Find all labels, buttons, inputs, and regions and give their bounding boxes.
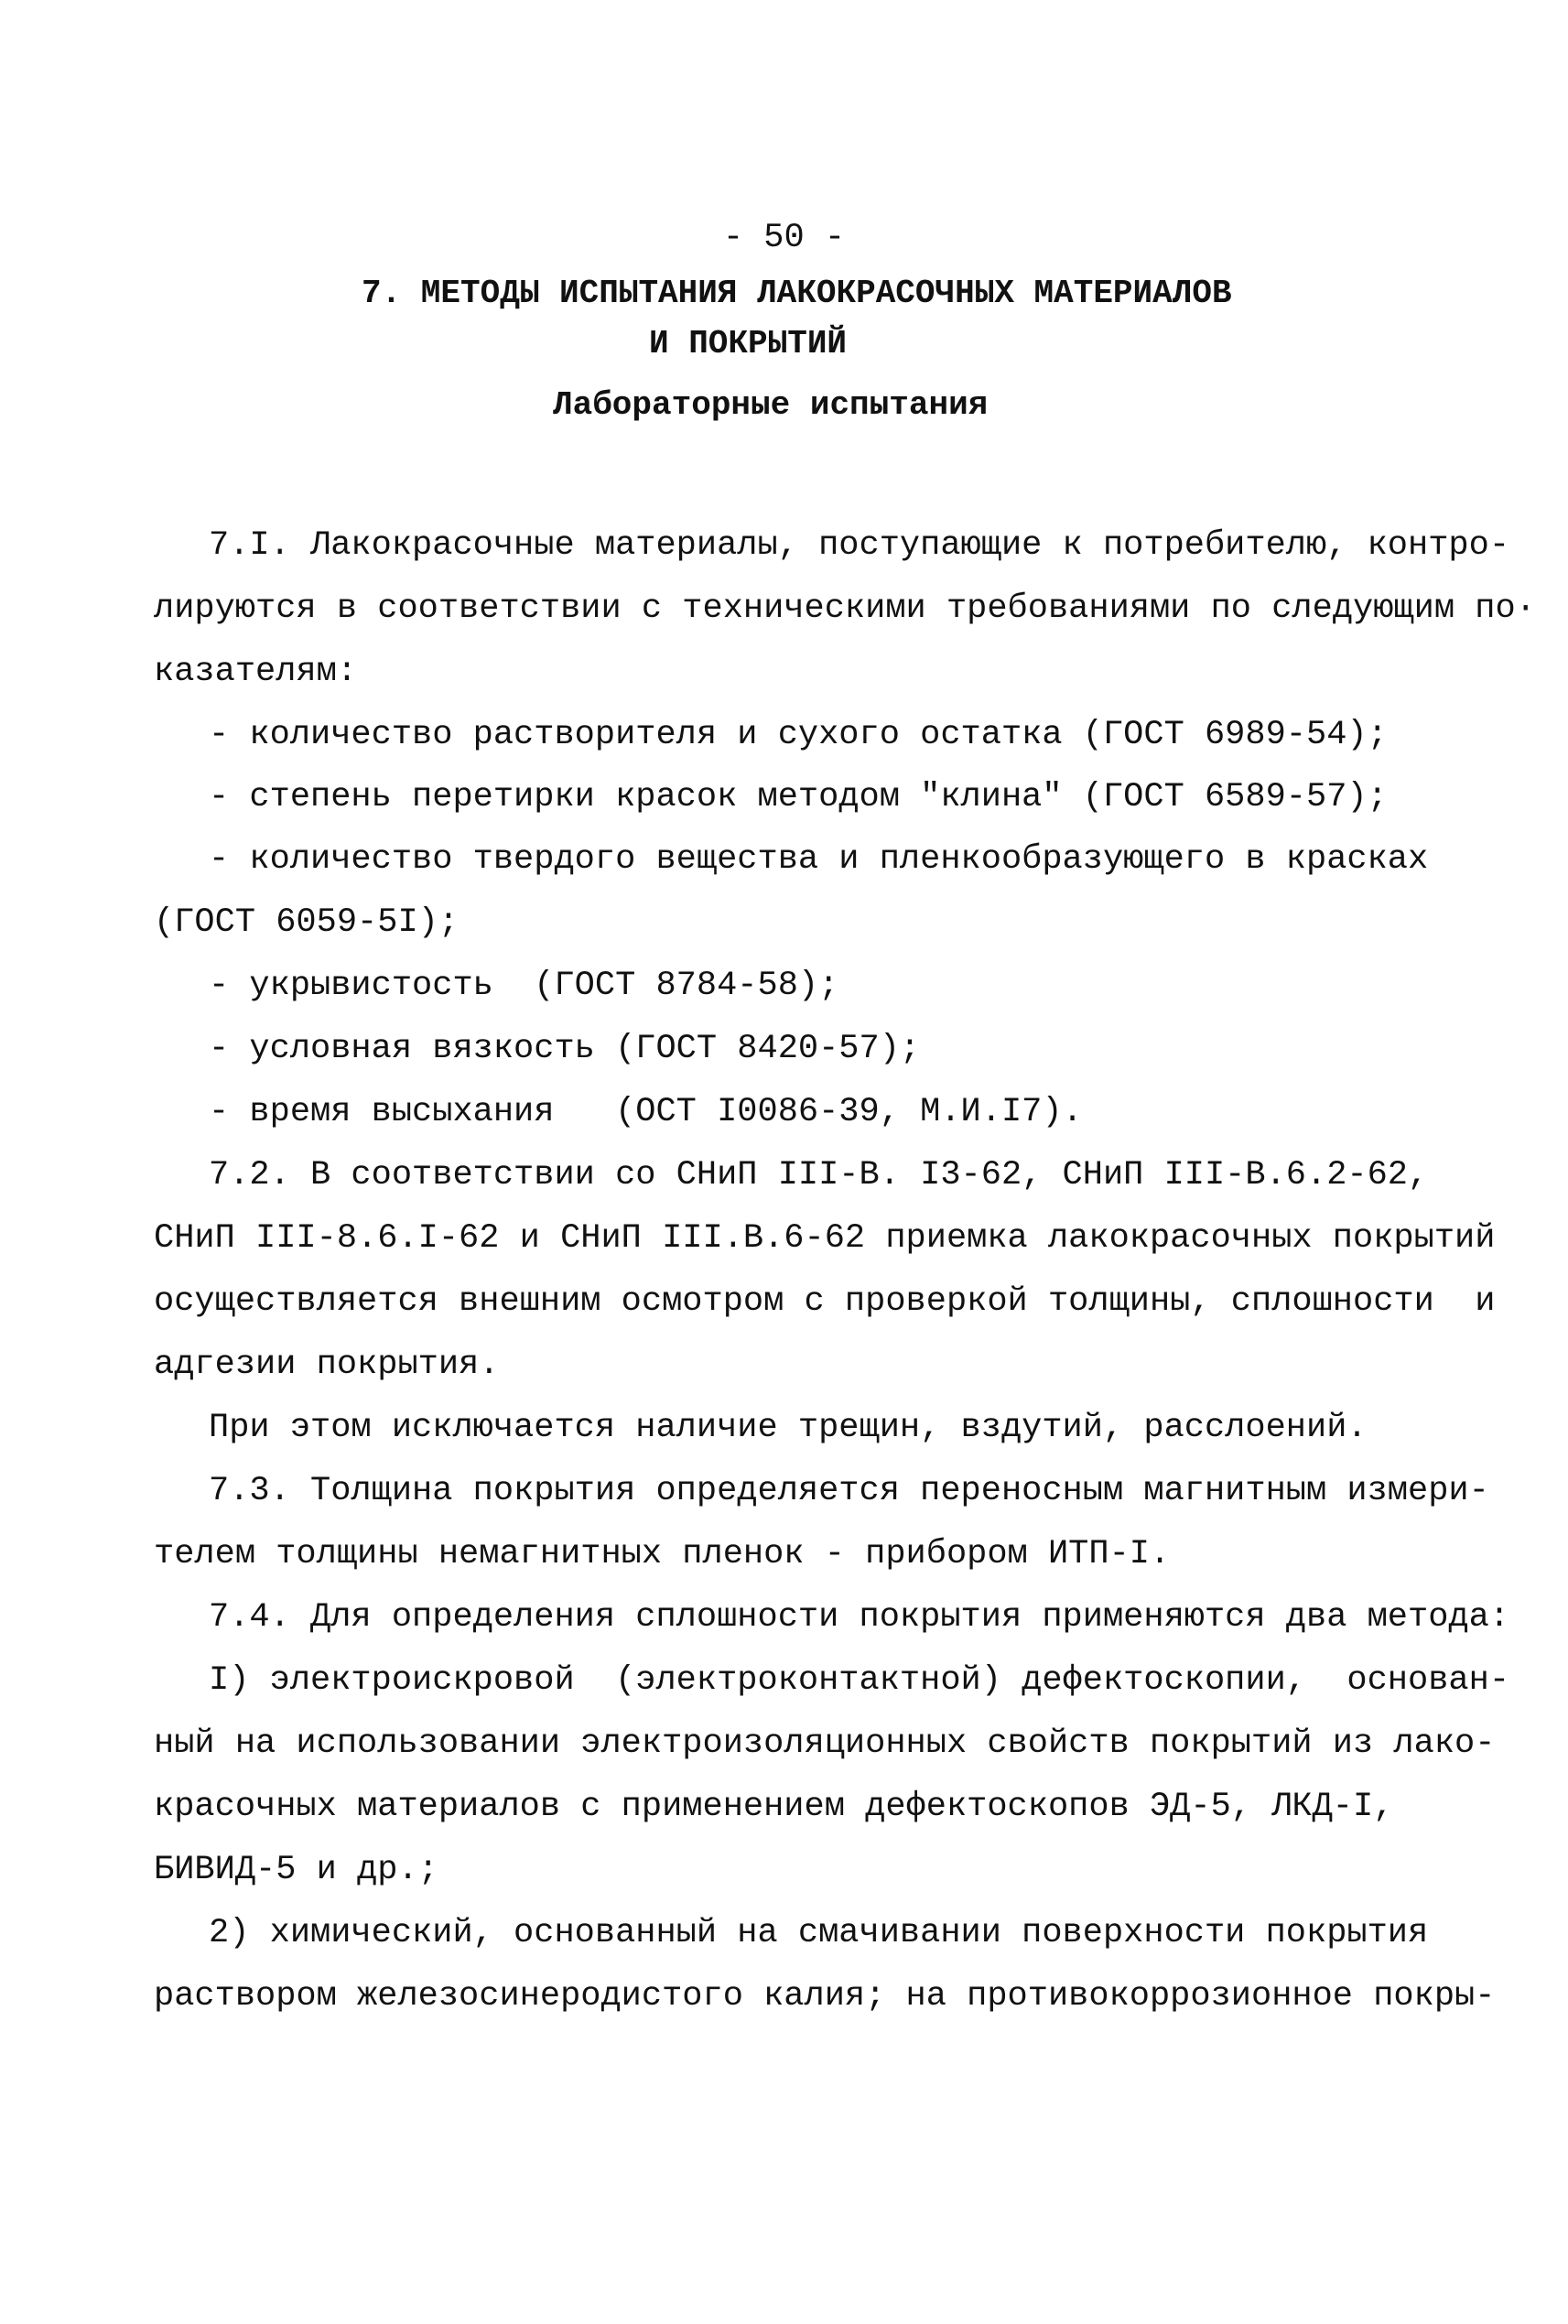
section-heading-line1: 7. МЕТОДЫ ИСПЫТАНИЯ ЛАКОКРАСОЧНЫХ МАТЕРИАЛОВ xyxy=(362,275,1232,312)
text-line: осуществляется внешним осмотром с проверкой толщины, сплошности и xyxy=(154,1282,1496,1321)
text-line: При этом исключается наличие трещин, вздутий, расслоений. xyxy=(209,1409,1368,1447)
text-line: (ГОСТ 6059-5I); xyxy=(154,903,460,942)
text-line: - условная вязкость (ГОСТ 8420-57); xyxy=(209,1030,921,1068)
text-line: - количество растворителя и сухого остатка (ГОСТ 6989-54); xyxy=(209,716,1388,754)
text-line: лируются в соответствии с техническими требованиями по следующим по· xyxy=(154,589,1536,628)
text-line: - степень перетирки красок методом "клина" (ГОСТ 6589-57); xyxy=(209,778,1388,816)
text-line: СНиП III-8.6.I-62 и СНиП III.В.6-62 приемка лакокрасочных покрытий xyxy=(154,1219,1496,1258)
text-line: I) электроискровой (электроконтактной) дефектоскопии, основан- xyxy=(209,1661,1510,1700)
text-line: - время высыхания (ОСТ I0086-39, М.И.I7). xyxy=(209,1093,1083,1131)
text-line: телем толщины немагнитных пленок - прибором ИТП-I. xyxy=(154,1535,1171,1573)
text-line: 7.3. Толщина покрытия определяется переносным магнитным измери- xyxy=(209,1472,1489,1510)
subheading: Лабораторные испытания xyxy=(553,386,989,424)
text-line: казателям: xyxy=(154,653,358,691)
text-line: 7.4. Для определения сплошности покрытия применяются два метода: xyxy=(209,1598,1510,1637)
text-line: ный на использовании электроизоляционных свойств покрытий из лако- xyxy=(154,1724,1496,1763)
page-number: - 50 - xyxy=(722,219,846,257)
text-line: адгезии покрытия. xyxy=(154,1346,500,1384)
text-line: раствором железосинеродистого калия; на противокоррозионное покры- xyxy=(154,1977,1496,2016)
text-line: - количество твердого вещества и пленкообразующего в красках xyxy=(209,840,1429,879)
text-line: БИВИД-5 и др.; xyxy=(154,1851,438,1889)
text-line: красочных материалов с применением дефектоскопов ЭД-5, ЛКД-I, xyxy=(154,1788,1394,1826)
section-heading-line2: И ПОКРЫТИЙ xyxy=(649,325,848,362)
text-line: 2) химический, основанный на смачивании поверхности покрытия xyxy=(209,1914,1429,1952)
text-line: 7.2. В соответствии со СНиП III-В. I3-62, СНиП III-В.6.2-62, xyxy=(209,1156,1429,1194)
text-line: - укрывистость (ГОСТ 8784-58); xyxy=(209,967,839,1005)
text-line: 7.I. Лакокрасочные материалы, поступающие к потребителю, контро- xyxy=(209,526,1510,565)
